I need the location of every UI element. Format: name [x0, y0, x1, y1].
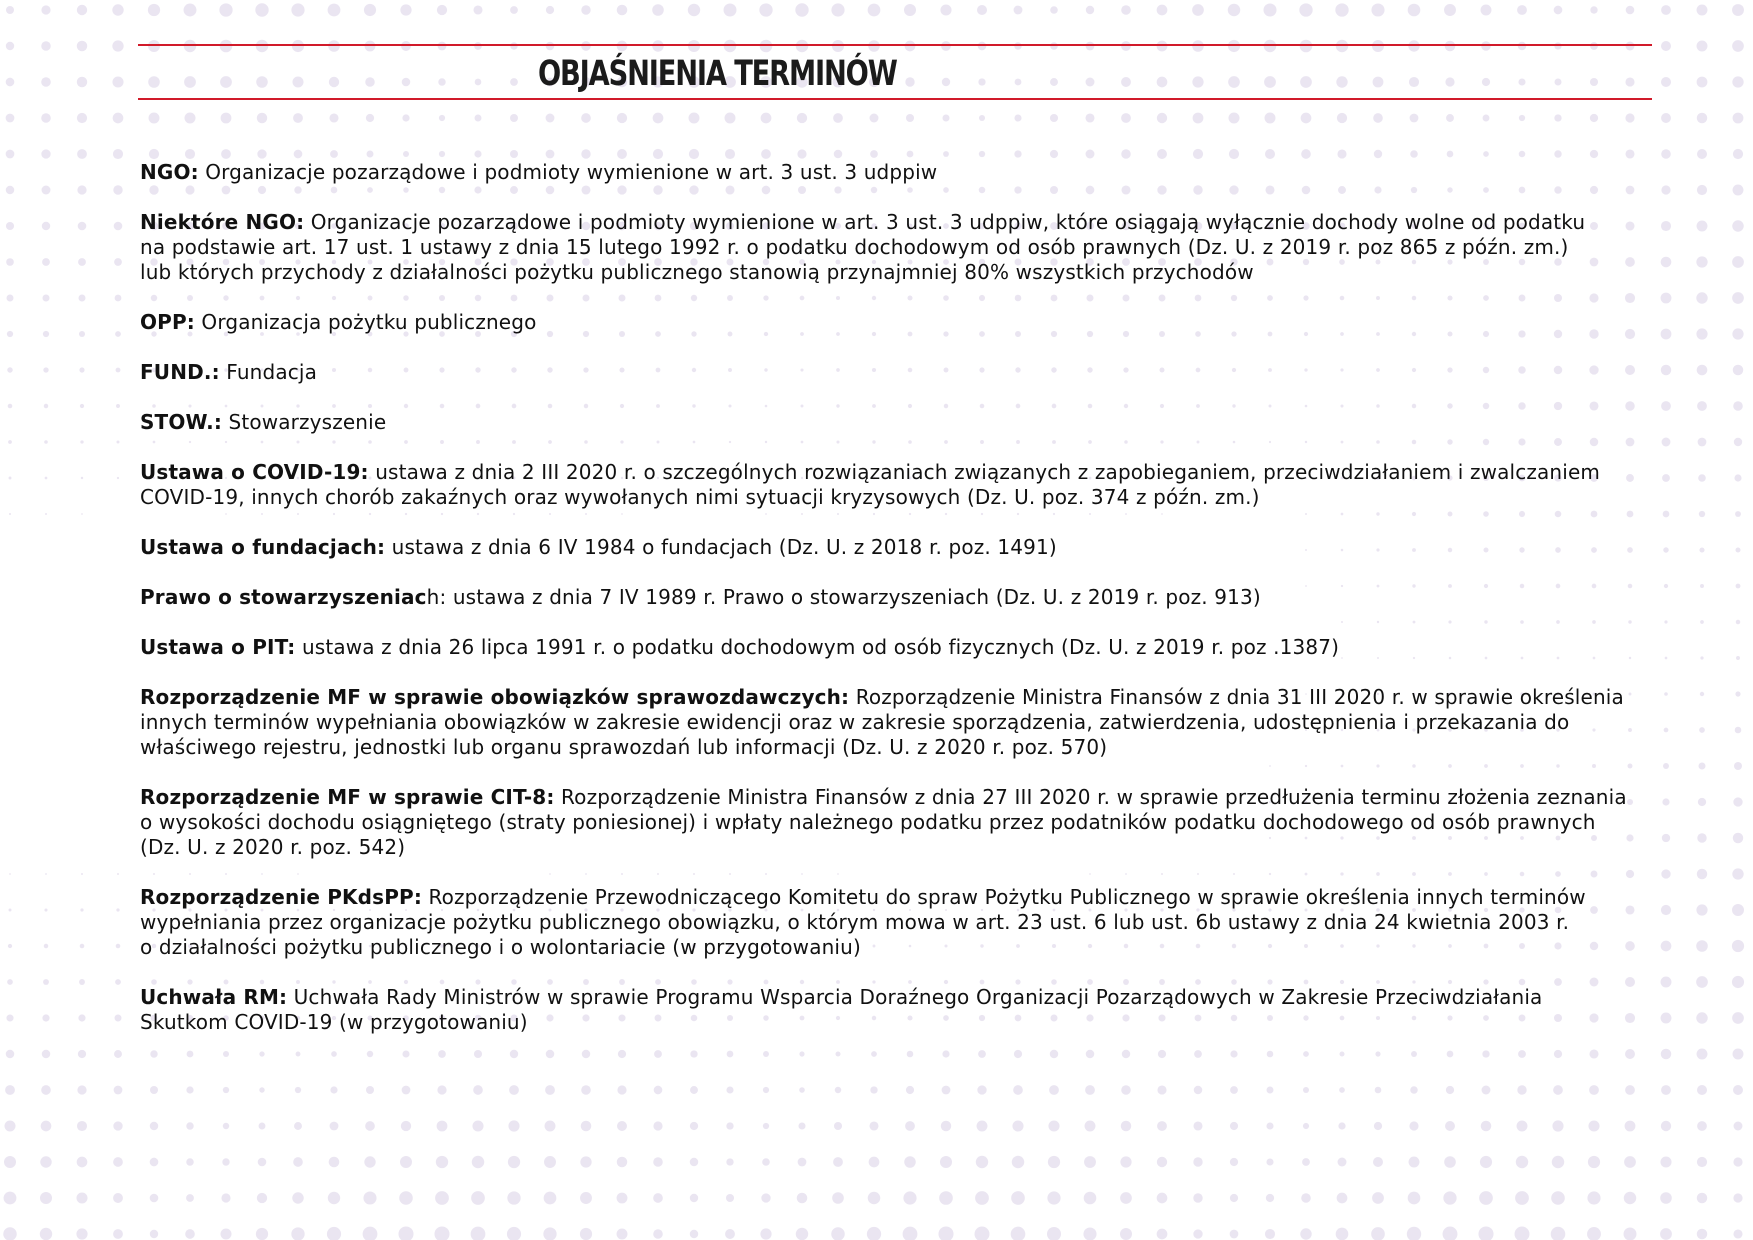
term-entry	[140, 885, 1660, 960]
definition-line	[140, 685, 1660, 710]
definition-line	[140, 235, 1660, 260]
definition-text: Rozporządzenie Ministra Finansów z dnia 31 III 2020 r. w sprawie określenia	[849, 685, 1624, 709]
definition-line	[140, 835, 1660, 860]
definition-text: COVID-19, innych chorób zakaźnych oraz wywołanych nimi sytuacji kryzysowych (Dz. U. poz. 374 z późn. zm.)	[140, 485, 1260, 509]
term-entry	[140, 360, 1660, 385]
definition-line	[140, 210, 1660, 235]
definition-text: ustawa z dnia 6 IV 1984 o fundacjach (Dz. U. z 2018 r. poz. 1491)	[385, 535, 1057, 559]
definition-line	[140, 1010, 1660, 1035]
definition-text: o wysokości dochodu osiągniętego (straty poniesionej) i wpłaty należnego podatku przez podatników podatku dochodowego od osób prawnych	[140, 810, 1596, 834]
term-name: Ustawa o PIT:	[140, 635, 296, 659]
definition-line	[140, 160, 1660, 185]
definition-text: innych terminów wypełniania obowiązków w zakresie ewidencji oraz w zakresie sporządzenia, zatwierdzenia, udostępnienia i przekazania do	[140, 710, 1570, 734]
term-name: Rozporządzenie PKdsPP:	[140, 885, 422, 909]
definition-line	[140, 810, 1660, 835]
term-entry	[140, 210, 1660, 285]
term-entry	[140, 635, 1660, 660]
definition-line	[140, 885, 1660, 910]
definition-text: ustawa z dnia 2 III 2020 r. o szczególnych rozwiązaniach związanych z zapobieganiem, przeciwdziałaniem i zwalczaniem	[368, 460, 1601, 484]
definition-text: Organizacje pozarządowe i podmioty wymienione w art. 3 ust. 3 udppiw	[198, 160, 938, 184]
definition-line	[140, 935, 1660, 960]
definition-text: właściwego rejestru, jednostki lub organu sprawozdań lub informacji (Dz. U. z 2020 r. poz. 570)	[140, 735, 1108, 759]
title-rule-bottom	[138, 98, 1652, 100]
definition-line	[140, 460, 1660, 485]
definition-text: Organizacja pożytku publicznego	[194, 310, 537, 334]
term-entry	[140, 685, 1660, 760]
definition-text: lub których przychody z działalności pożytku publicznego stanowią przynajmniej 80% wszystkich przychodów	[140, 260, 1254, 284]
definition-text: h: ustawa z dnia 7 IV 1989 r. Prawo o stowarzyszeniach (Dz. U. z 2019 r. poz. 913)	[426, 585, 1261, 609]
definition-line	[140, 910, 1660, 935]
term-entry	[140, 985, 1660, 1035]
definition-text: Skutkom COVID-19 (w przygotowaniu)	[140, 1010, 528, 1034]
term-entry	[140, 310, 1660, 335]
term-name: STOW.:	[140, 410, 222, 434]
definition-text: ustawa z dnia 26 lipca 1991 r. o podatku dochodowym od osób fizycznych (Dz. U. z 2019 r. poz .1387)	[295, 635, 1340, 659]
term-name: Ustawa o fundacjach:	[140, 535, 386, 559]
definition-line	[140, 485, 1660, 510]
definition-text: wypełniania przez organizacje pożytku publicznego obowiązku, o którym mowa w art. 23 ust. 6 lub ust. 6b ustawy z dnia 24 kwietnia 2003 r.	[140, 910, 1570, 934]
definition-text: Organizacje pozarządowe i podmioty wymienione w art. 3 ust. 3 udppiw, które osiągają wyłącznie dochody wolne od podatku	[304, 210, 1586, 234]
title-rule-top	[138, 44, 1652, 46]
term-entry	[140, 160, 1660, 185]
term-name: Rozporządzenie MF w sprawie CIT-8:	[140, 785, 555, 809]
definition-text: (Dz. U. z 2020 r. poz. 542)	[140, 835, 406, 859]
definition-line	[140, 260, 1660, 285]
term-entry	[140, 410, 1660, 435]
definition-text: Rozporządzenie Ministra Finansów z dnia 27 III 2020 r. w sprawie przedłużenia terminu złożenia zeznania	[554, 785, 1627, 809]
term-entry	[140, 785, 1660, 860]
term-name: OPP:	[140, 310, 195, 334]
definition-line	[140, 785, 1660, 810]
definition-line	[140, 410, 1660, 435]
definition-line	[140, 635, 1660, 660]
term-name: FUND.:	[140, 360, 220, 384]
term-name: Rozporządzenie MF w sprawie obowiązków sprawozdawczych:	[140, 685, 850, 709]
definition-line	[140, 985, 1660, 1010]
definition-line	[140, 585, 1660, 610]
term-entry	[140, 585, 1660, 610]
definition-text: Uchwała Rady Ministrów w sprawie Programu Wsparcia Doraźnego Organizacji Pozarządowych w Zakresie Przeciwdziałania	[287, 985, 1543, 1009]
page-title: OBJAŚNIENIA TERMINÓW	[538, 54, 897, 94]
definition-text: Stowarzyszenie	[221, 410, 387, 434]
term-entry	[140, 535, 1660, 560]
term-name: Niektóre NGO:	[140, 210, 305, 234]
term-name: Uchwała RM:	[140, 985, 288, 1009]
term-entry	[140, 460, 1660, 510]
definition-text: Fundacja	[219, 360, 317, 384]
term-name: Ustawa o COVID-19:	[140, 460, 369, 484]
definition-line	[140, 310, 1660, 335]
term-name: Prawo o stowarzyszeniac	[140, 585, 427, 609]
term-name: NGO:	[140, 160, 199, 184]
definition-text: o działalności pożytku publicznego i o wolontariacie (w przygotowaniu)	[140, 935, 861, 959]
definition-line	[140, 735, 1660, 760]
definition-line	[140, 535, 1660, 560]
definition-text: Rozporządzenie Przewodniczącego Komitetu do spraw Pożytku Publicznego w sprawie określenia innych terminów	[421, 885, 1586, 909]
definition-line	[140, 360, 1660, 385]
definition-line	[140, 710, 1660, 735]
definition-text: na podstawie art. 17 ust. 1 ustawy z dnia 15 lutego 1992 r. o podatku dochodowym od osób prawnych (Dz. U. z 2019 r. poz 865 z późn. zm.)	[140, 235, 1569, 259]
term-list	[140, 160, 1660, 1060]
